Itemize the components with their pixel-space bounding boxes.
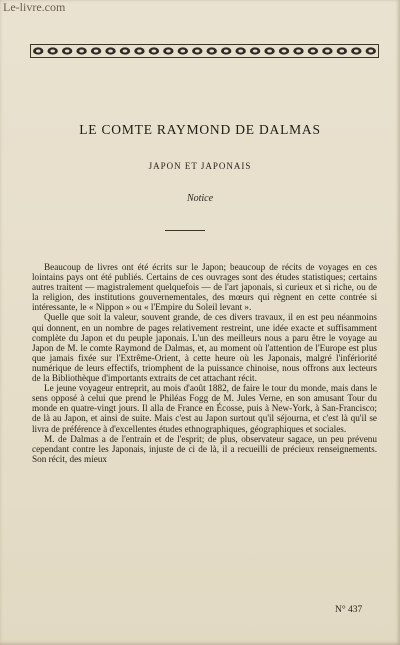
frieze-motif — [105, 47, 115, 54]
frieze-motif — [250, 47, 260, 54]
frieze-motif — [308, 47, 318, 54]
page-number: N° 437 — [335, 605, 363, 615]
ornamental-frieze — [30, 44, 379, 58]
paragraph: Quelle que soit la valeur, souvent grande, de ces divers travaux, il en est peu néanmoins qui donnent, en un nombre de pages relativement restreint, une idée exacte et suffisamment complète du Japon et du peuple japonais. L'un des meilleurs nous a paru être le voyage au Japon de M. le comte Raymond de Dalmas, et, au moment où l'attention de l'Europe est plus que jamais fixée sur l'Extrême-Orient, à cette heure où les Japonais, malgré l'infériorité numérique de leurs effectifs, triomphent de la puissance chinoise, nous offrons aux lecteurs de la Bibliothèque d'importants extraits de cet attachant récit. — [32, 312, 377, 384]
article-title: LE COMTE RAYMOND DE DALMAS — [79, 122, 321, 137]
frieze-motif — [163, 47, 173, 54]
frieze-motif — [264, 47, 274, 54]
frieze-motif — [47, 47, 57, 54]
paragraph: M. de Dalmas a de l'entrain et de l'esprit; de plus, observateur sagace, un peu prévenu cependant contre les Japonais, injuste de ci de là, il a recueilli de précieux renseignements. Son récit, des mieux — [32, 433, 377, 464]
frieze-motif — [120, 47, 130, 54]
frieze-motif — [178, 47, 188, 54]
paragraph: Le jeune voyageur entreprit, au mois d'août 1882, de faire le tour du monde, mais dans le sens opposé à celui que prend le Philéas Fogg de M. Jules Verne, en son amusant Tour du monde en quatre-vingt jours. Il alla de France en Écosse, puis à New-York, à San-Francisco; de là au Japon, et ainsi de suite. Mais c'est au Japon surtout qu'il séjourna, et c'est là qu'il se livra de préférence à d'excellentes études ethnographiques, géographiques et sociales. — [32, 383, 377, 434]
frieze-motif — [235, 47, 245, 54]
frieze-motif — [221, 47, 231, 54]
watermark: Le-livre.com — [3, 0, 66, 14]
body-text — [32, 262, 377, 464]
frieze-motif — [134, 47, 144, 54]
frieze-motif — [322, 47, 332, 54]
notice-heading: Notice — [186, 193, 214, 204]
frieze-motif — [351, 47, 361, 54]
separator-rule — [165, 230, 205, 231]
frieze-motif — [366, 47, 376, 54]
frieze-motif — [337, 47, 347, 54]
frieze-motif — [207, 47, 217, 54]
frieze-motif — [293, 47, 303, 54]
frieze-motif — [149, 47, 159, 54]
frieze-motif — [33, 47, 43, 54]
frieze-motif — [62, 47, 72, 54]
frieze-motif — [76, 47, 86, 54]
article-subtitle: JAPON ET JAPONAIS — [148, 161, 252, 171]
frieze-motif — [192, 47, 202, 54]
frieze-motif — [91, 47, 101, 54]
paragraph: Beaucoup de livres ont été écrits sur le Japon; beaucoup de récits de voyages en ces lointains pays ont été publiés. Certains de ces ouvrages sont des études statistiques; certains autres traitent — magistralement quelquefois — de l'art japonais, si curieux et si riche, ou de la religion, des institutions gouvernementales, des mœurs qui règnent en cette contrée si intéressante, le « Nippon » ou « l'Empire du Soleil levant ». — [32, 262, 377, 313]
frieze-motif — [279, 47, 289, 54]
